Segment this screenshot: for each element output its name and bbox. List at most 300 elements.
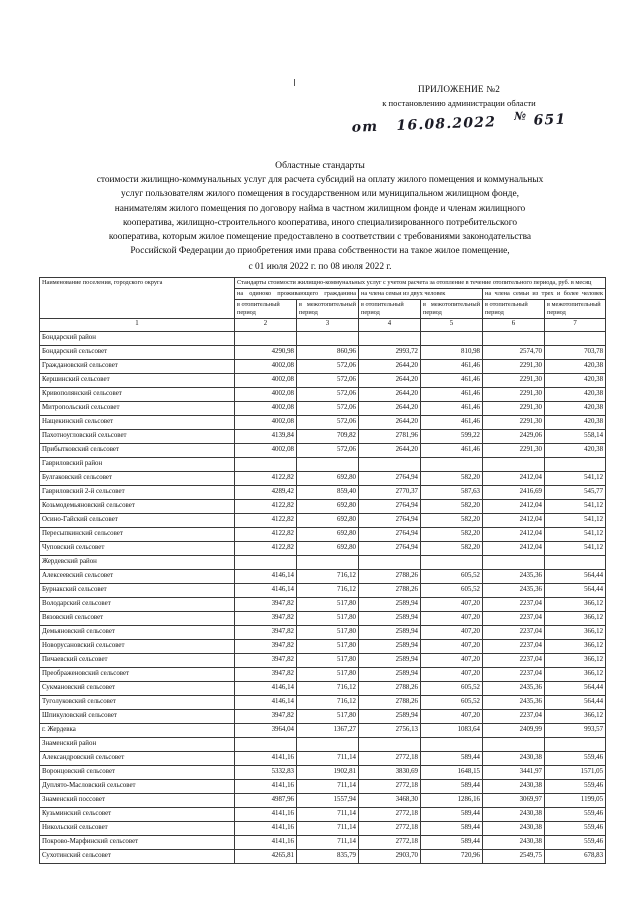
value-cell: 1286,16 [421, 794, 483, 808]
settlement-name: Кривополянский сельсовет [40, 388, 235, 402]
value-cell: 461,46 [421, 444, 483, 458]
district-empty-cell [421, 556, 483, 570]
value-cell: 4141,16 [235, 752, 297, 766]
settlement-name: Бондарский сельсовет [40, 346, 235, 360]
header-row-group-title [40, 278, 606, 289]
value-cell: 711,14 [297, 836, 359, 850]
value-cell: 4289,42 [235, 486, 297, 500]
value-cell: 587,63 [421, 486, 483, 500]
value-cell: 517,80 [297, 654, 359, 668]
district-empty-cell [359, 458, 421, 472]
value-cell: 2430,38 [483, 752, 545, 766]
district-empty-cell [483, 738, 545, 752]
table-row [40, 430, 606, 444]
handwritten-date: 16.08.2022 [396, 114, 497, 135]
value-cell: 589,44 [421, 780, 483, 794]
table-row [40, 388, 606, 402]
settlement-name: Гавриловский 2-й сельсовет [40, 486, 235, 500]
value-cell: 2770,37 [359, 486, 421, 500]
value-cell: 3964,04 [235, 724, 297, 738]
value-cell: 4141,16 [235, 836, 297, 850]
table-row [40, 710, 606, 724]
header-cell-nonheating-2: в межотопительный период [421, 300, 483, 319]
settlement-name: Пахотноугловский сельсовет [40, 430, 235, 444]
value-cell: 420,38 [545, 374, 606, 388]
district-row [40, 458, 606, 472]
district-empty-cell [545, 738, 606, 752]
value-cell: 2237,04 [483, 640, 545, 654]
value-cell: 2435,36 [483, 696, 545, 710]
value-cell: 4141,16 [235, 780, 297, 794]
value-cell: 2589,94 [359, 710, 421, 724]
settlement-name: Знаменский поссовет [40, 794, 235, 808]
table-row [40, 822, 606, 836]
value-cell: 711,14 [297, 780, 359, 794]
value-cell: 2237,04 [483, 612, 545, 626]
table-row [40, 514, 606, 528]
value-cell: 2291,30 [483, 444, 545, 458]
district-empty-cell [297, 332, 359, 346]
column-number: 7 [545, 319, 606, 332]
settlement-name: Преображеновский сельсовет [40, 668, 235, 682]
value-cell: 4146,14 [235, 696, 297, 710]
value-cell: 2644,20 [359, 374, 421, 388]
value-cell: 407,20 [421, 598, 483, 612]
value-cell: 582,20 [421, 472, 483, 486]
header-cell-three-persons: на члена семьи из трех и более человек [483, 289, 606, 300]
value-cell: 2772,18 [359, 836, 421, 850]
settlement-name: Булгаковский сельсовет [40, 472, 235, 486]
value-cell: 407,20 [421, 668, 483, 682]
settlement-name: Кузьминский сельсовет [40, 808, 235, 822]
table-row [40, 374, 606, 388]
district-name: Жердевский район [40, 556, 235, 570]
value-cell: 860,96 [297, 346, 359, 360]
value-cell: 420,38 [545, 360, 606, 374]
district-empty-cell [421, 738, 483, 752]
value-cell: 572,06 [297, 388, 359, 402]
value-cell: 2412,04 [483, 514, 545, 528]
value-cell: 605,52 [421, 696, 483, 710]
settlement-name: Пересыпкинский сельсовет [40, 528, 235, 542]
document-title-block [40, 160, 600, 274]
district-name: Бондарский район [40, 332, 235, 346]
preamble-line: кооператива, жилищно-строительного кооператива, иного специализированного потребительского [122, 217, 518, 228]
value-cell: 589,44 [421, 752, 483, 766]
header-cell-nonheating-1: в межотопительный период [297, 300, 359, 319]
preamble-line: стоимости жилищно-коммунальных услуг для расчета субсидий на оплату жилого помещения и коммунальных [96, 175, 544, 185]
value-cell: 2412,04 [483, 472, 545, 486]
district-empty-cell [545, 332, 606, 346]
value-cell: 2409,99 [483, 724, 545, 738]
district-empty-cell [483, 458, 545, 472]
settlement-name: Александровский сельсовет [40, 752, 235, 766]
value-cell: 2416,69 [483, 486, 545, 500]
value-cell: 572,06 [297, 374, 359, 388]
value-cell: 4002,08 [235, 416, 297, 430]
value-cell: 559,46 [545, 822, 606, 836]
value-cell: 692,80 [297, 542, 359, 556]
preamble-line: услуг пользователям жилого помещения в государственном или муниципальном жилищном фонде, [121, 189, 519, 200]
table-row [40, 724, 606, 738]
table-row [40, 500, 606, 514]
district-row [40, 332, 606, 346]
value-cell: 366,12 [545, 710, 606, 724]
settlement-name: Дуплято-Масловский сельсовет [40, 780, 235, 794]
settlement-name: Бурнакский сельсовет [40, 584, 235, 598]
settlement-name: Осино-Гайский сельсовет [40, 514, 235, 528]
value-cell: 582,20 [421, 500, 483, 514]
value-cell: 716,12 [297, 696, 359, 710]
settlement-name: Володарский сельсовет [40, 598, 235, 612]
table-row [40, 472, 606, 486]
value-cell: 517,80 [297, 640, 359, 654]
value-cell: 3468,30 [359, 794, 421, 808]
value-cell: 366,12 [545, 612, 606, 626]
value-cell: 711,14 [297, 752, 359, 766]
district-empty-cell [297, 458, 359, 472]
settlement-name: Покрово-Марфинский сельсовет [40, 836, 235, 850]
district-empty-cell [297, 556, 359, 570]
value-cell: 2788,26 [359, 570, 421, 584]
district-empty-cell [359, 738, 421, 752]
value-cell: 692,80 [297, 472, 359, 486]
column-number: 5 [421, 319, 483, 332]
value-cell: 407,20 [421, 654, 483, 668]
value-cell: 420,38 [545, 388, 606, 402]
table-row [40, 444, 606, 458]
value-cell: 4141,16 [235, 808, 297, 822]
value-cell: 4987,96 [235, 794, 297, 808]
table-row [40, 486, 606, 500]
settlement-name: Прибытковский сельсовет [40, 444, 235, 458]
table-row [40, 682, 606, 696]
preamble-line: Российской Федерации до приобретения ими права собственности на такое жилое помещение, [130, 246, 510, 257]
value-cell: 810,98 [421, 346, 483, 360]
district-empty-cell [359, 556, 421, 570]
value-cell: 2589,94 [359, 640, 421, 654]
standards-table [39, 277, 606, 864]
value-cell: 572,06 [297, 360, 359, 374]
table-row [40, 598, 606, 612]
value-cell: 517,80 [297, 710, 359, 724]
column-number: 4 [359, 319, 421, 332]
value-cell: 1083,64 [421, 724, 483, 738]
value-cell: 2430,38 [483, 822, 545, 836]
value-cell: 720,96 [421, 850, 483, 864]
district-name: Знаменский район [40, 738, 235, 752]
value-cell: 582,20 [421, 542, 483, 556]
value-cell: 517,80 [297, 612, 359, 626]
district-row [40, 738, 606, 752]
district-empty-cell [421, 458, 483, 472]
value-cell: 559,46 [545, 752, 606, 766]
value-cell: 2772,18 [359, 808, 421, 822]
value-cell: 1557,94 [297, 794, 359, 808]
value-cell: 572,06 [297, 402, 359, 416]
settlement-name: Вязовский сельсовет [40, 612, 235, 626]
value-cell: 599,22 [421, 430, 483, 444]
value-cell: 366,12 [545, 640, 606, 654]
value-cell: 461,46 [421, 402, 483, 416]
value-cell: 2764,94 [359, 500, 421, 514]
value-cell: 2781,96 [359, 430, 421, 444]
value-cell: 461,46 [421, 388, 483, 402]
header-row-column-numbers [40, 319, 606, 332]
value-cell: 366,12 [545, 598, 606, 612]
value-cell: 4122,82 [235, 528, 297, 542]
settlement-name: Демьяновский сельсовет [40, 626, 235, 640]
table-row [40, 640, 606, 654]
value-cell: 461,46 [421, 416, 483, 430]
value-cell: 541,12 [545, 542, 606, 556]
settlement-name: Воронцовский сельсовет [40, 766, 235, 780]
table-row [40, 766, 606, 780]
value-cell: 2644,20 [359, 360, 421, 374]
settlement-name: Чуповский сельсовет [40, 542, 235, 556]
value-cell: 2237,04 [483, 710, 545, 724]
column-number: 2 [235, 319, 297, 332]
value-cell: 2644,20 [359, 402, 421, 416]
district-empty-cell [297, 738, 359, 752]
value-cell: 2291,30 [483, 374, 545, 388]
header-cell-nonheating-3: в межотопительный период [545, 300, 606, 319]
value-cell: 1648,15 [421, 766, 483, 780]
value-cell: 541,12 [545, 500, 606, 514]
value-cell: 2237,04 [483, 654, 545, 668]
value-cell: 4122,82 [235, 472, 297, 486]
settlement-name: Никольский сельсовет [40, 822, 235, 836]
header-cell-heating-3: в отопительный период [483, 300, 545, 319]
table-row [40, 360, 606, 374]
value-cell: 541,12 [545, 514, 606, 528]
value-cell: 2435,36 [483, 682, 545, 696]
value-cell: 605,52 [421, 682, 483, 696]
value-cell: 711,14 [297, 822, 359, 836]
value-cell: 366,12 [545, 668, 606, 682]
value-cell: 2237,04 [483, 626, 545, 640]
value-cell: 366,12 [545, 626, 606, 640]
preamble-line: нанимателям жилого помещения по договору найма в частном жилищном фонде и членам жилищного [114, 203, 526, 214]
district-empty-cell [235, 458, 297, 472]
table-row [40, 346, 606, 360]
value-cell: 3947,82 [235, 612, 297, 626]
district-empty-cell [483, 332, 545, 346]
value-cell: 2772,18 [359, 780, 421, 794]
value-cell: 2412,04 [483, 528, 545, 542]
value-cell: 420,38 [545, 416, 606, 430]
value-cell: 2435,36 [483, 584, 545, 598]
settlement-name: г. Жердевка [40, 724, 235, 738]
appendix-handwritten-line [300, 106, 619, 139]
value-cell: 564,44 [545, 570, 606, 584]
appendix-title: ПРИЛОЖЕНИЕ №2 [418, 84, 500, 94]
table-row [40, 696, 606, 710]
value-cell: 711,14 [297, 808, 359, 822]
handwritten-prefix: от [351, 118, 379, 137]
header-cell-name: Наименование поселения, городского округа [40, 278, 235, 319]
value-cell: 4122,82 [235, 500, 297, 514]
settlement-name: Пичаевский сельсовет [40, 654, 235, 668]
value-cell: 2644,20 [359, 388, 421, 402]
value-cell: 692,80 [297, 514, 359, 528]
header-cell-two-persons: на члена семьи из двух человек [359, 289, 483, 300]
value-cell: 589,44 [421, 822, 483, 836]
value-cell: 2589,94 [359, 668, 421, 682]
column-number: 1 [40, 319, 235, 332]
handwritten-number: 651 [533, 111, 567, 130]
district-empty-cell [235, 738, 297, 752]
value-cell: 564,44 [545, 682, 606, 696]
settlement-name: Новорусановский сельсовет [40, 640, 235, 654]
district-name: Гавриловский район [40, 458, 235, 472]
value-cell: 2756,13 [359, 724, 421, 738]
settlement-name: Нащекинский сельсовет [40, 416, 235, 430]
value-cell: 692,80 [297, 528, 359, 542]
table-row [40, 612, 606, 626]
value-cell: 3069,97 [483, 794, 545, 808]
value-cell: 4002,08 [235, 374, 297, 388]
column-number: 3 [297, 319, 359, 332]
value-cell: 3830,69 [359, 766, 421, 780]
value-cell: 541,12 [545, 528, 606, 542]
header-cell-single-person: на одиноко проживающего гражданина [235, 289, 359, 300]
settlement-name: Алексеевский сельсовет [40, 570, 235, 584]
settlement-name: Граждановский сельсовет [40, 360, 235, 374]
table-row [40, 570, 606, 584]
value-cell: 3947,82 [235, 668, 297, 682]
value-cell: 2429,06 [483, 430, 545, 444]
district-empty-cell [359, 332, 421, 346]
appendix-block [300, 84, 618, 137]
value-cell: 2589,94 [359, 612, 421, 626]
value-cell: 407,20 [421, 626, 483, 640]
value-cell: 2764,94 [359, 514, 421, 528]
value-cell: 2644,20 [359, 416, 421, 430]
district-empty-cell [545, 458, 606, 472]
value-cell: 2764,94 [359, 542, 421, 556]
value-cell: 2291,30 [483, 360, 545, 374]
table-row [40, 402, 606, 416]
value-cell: 407,20 [421, 612, 483, 626]
value-cell: 559,46 [545, 780, 606, 794]
value-cell: 2589,94 [359, 626, 421, 640]
value-cell: 4002,08 [235, 360, 297, 374]
table-body [40, 332, 606, 864]
value-cell: 4002,08 [235, 402, 297, 416]
value-cell: 3441,97 [483, 766, 545, 780]
value-cell: 582,20 [421, 514, 483, 528]
header-cell-heating-2: в отопительный период [359, 300, 421, 319]
value-cell: 461,46 [421, 360, 483, 374]
value-cell: 4146,14 [235, 570, 297, 584]
value-cell: 709,82 [297, 430, 359, 444]
value-cell: 2291,30 [483, 402, 545, 416]
value-cell: 2764,94 [359, 472, 421, 486]
value-cell: 559,46 [545, 836, 606, 850]
value-cell: 558,14 [545, 430, 606, 444]
value-cell: 2412,04 [483, 500, 545, 514]
value-cell: 2772,18 [359, 822, 421, 836]
value-cell: 1367,27 [297, 724, 359, 738]
value-cell: 2788,26 [359, 584, 421, 598]
value-cell: 517,80 [297, 626, 359, 640]
value-cell: 1199,05 [545, 794, 606, 808]
value-cell: 2430,38 [483, 780, 545, 794]
table-row [40, 626, 606, 640]
value-cell: 692,80 [297, 500, 359, 514]
settlement-name: Сукмановский сельсовет [40, 682, 235, 696]
value-cell: 517,80 [297, 598, 359, 612]
settlement-name: Сухотинский сельсовет [40, 850, 235, 864]
value-cell: 716,12 [297, 570, 359, 584]
district-empty-cell [483, 556, 545, 570]
value-cell: 3947,82 [235, 640, 297, 654]
value-cell: 2549,75 [483, 850, 545, 864]
value-cell: 4002,08 [235, 388, 297, 402]
value-cell: 2291,30 [483, 416, 545, 430]
value-cell: 407,20 [421, 710, 483, 724]
value-cell: 4265,81 [235, 850, 297, 864]
value-cell: 605,52 [421, 570, 483, 584]
page-tick-mark [294, 79, 295, 86]
value-cell: 2435,36 [483, 570, 545, 584]
value-cell: 2412,04 [483, 542, 545, 556]
table-header [40, 278, 606, 332]
value-cell: 572,06 [297, 444, 359, 458]
value-cell: 582,20 [421, 528, 483, 542]
value-cell: 3947,82 [235, 598, 297, 612]
value-cell: 1571,05 [545, 766, 606, 780]
value-cell: 2574,70 [483, 346, 545, 360]
value-cell: 3947,82 [235, 626, 297, 640]
table-row [40, 794, 606, 808]
district-empty-cell [545, 556, 606, 570]
settlement-name: Митропольский сельсовет [40, 402, 235, 416]
document-period: с 01 июля 2022 г. по 08 июля 2022 г. [248, 261, 392, 272]
value-cell: 703,78 [545, 346, 606, 360]
value-cell: 716,12 [297, 682, 359, 696]
value-cell: 572,06 [297, 416, 359, 430]
value-cell: 678,83 [545, 850, 606, 864]
value-cell: 2903,70 [359, 850, 421, 864]
value-cell: 4146,14 [235, 682, 297, 696]
table-row [40, 542, 606, 556]
value-cell: 407,20 [421, 640, 483, 654]
value-cell: 564,44 [545, 696, 606, 710]
value-cell: 4290,98 [235, 346, 297, 360]
value-cell: 859,40 [297, 486, 359, 500]
value-cell: 517,80 [297, 668, 359, 682]
value-cell: 2291,30 [483, 388, 545, 402]
table-row [40, 668, 606, 682]
value-cell: 3947,82 [235, 710, 297, 724]
settlement-name: Козьмодемьяновский сельсовет [40, 500, 235, 514]
table-row [40, 850, 606, 864]
value-cell: 2237,04 [483, 668, 545, 682]
appendix-subtitle: к постановлению администрации области [382, 97, 536, 108]
header-cell-heating-1: в отопительный период [235, 300, 297, 319]
value-cell: 2589,94 [359, 598, 421, 612]
handwritten-number-sign: № [513, 109, 528, 124]
header-cell-group-title: Стандарты стоимости жилищно-коммунальных услуг с учетом расчета за отопление в течение отопительного периода, руб. в месяц [235, 278, 606, 289]
value-cell: 2430,38 [483, 808, 545, 822]
value-cell: 4002,08 [235, 444, 297, 458]
district-row [40, 556, 606, 570]
value-cell: 2237,04 [483, 598, 545, 612]
value-cell: 420,38 [545, 402, 606, 416]
value-cell: 4141,16 [235, 822, 297, 836]
